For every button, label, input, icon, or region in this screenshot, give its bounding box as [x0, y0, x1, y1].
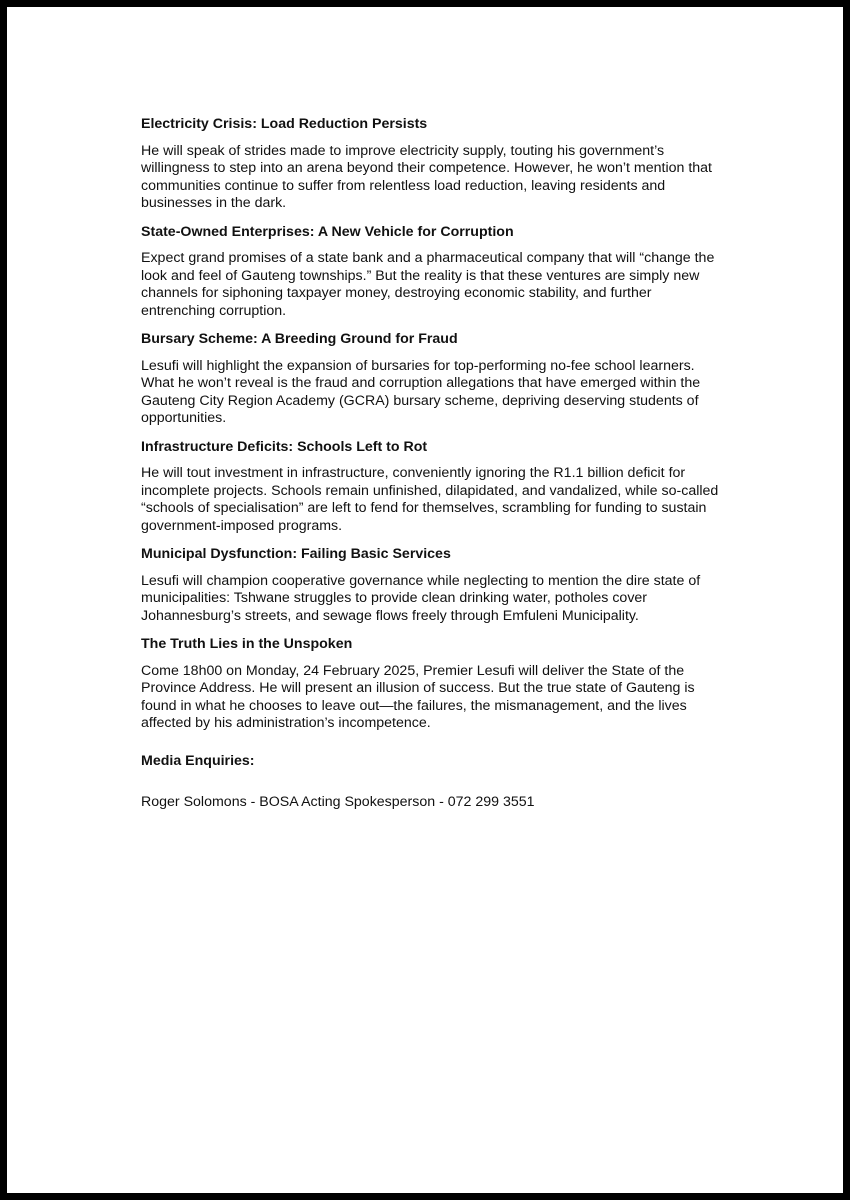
section-municipal	[141, 546, 721, 625]
spokesperson-contact: Roger Solomons - BOSA Acting Spokesperson - 072 299 3551	[141, 794, 535, 810]
media-contact	[141, 753, 721, 812]
section-heading: State-Owned Enterprises: A New Vehicle for Corruption	[141, 223, 514, 240]
section-state-owned-enterprises	[141, 224, 721, 321]
section-heading: Infrastructure Deficits: Schools Left to Rot	[141, 438, 428, 455]
section-bursary-scheme	[141, 331, 721, 428]
section-body: He will tout investment in infrastructure, conveniently ignoring the R1.1 billion deficit for incomplete projects. Schools remain unfinished, dilapidated, and vandalized, while so-called “schools of specialisation” are left to fend for themselves, scrambling for funding to sustain government-imposed programs.	[141, 465, 719, 534]
section-body: Come 18h00 on Monday, 24 February 2025, Premier Lesufi will deliver the State of the Province Address. He will present an illusion of success. But the true state of Gauteng is found in what he chooses to leave out—the failures, the mismanagement, and the lives affected by his administration’s incompetence.	[141, 662, 695, 731]
section-heading: Electricity Crisis: Load Reduction Persists	[141, 116, 428, 132]
section-heading: Municipal Dysfunction: Failing Basic Services	[141, 546, 451, 562]
section-body: Lesufi will champion cooperative governance while neglecting to mention the dire state of municipalities: Tshwane struggles to provide clean drinking water, potholes cover Johannesburg’s streets, and sewage flows freely through Emfuleni Municipality.	[141, 572, 701, 624]
section-heading: The Truth Lies in the Unspoken	[141, 636, 353, 652]
document-content	[141, 116, 721, 812]
section-body: Expect grand promises of a state bank and a pharmaceutical company that will “change the look and feel of Gauteng townships.” But the reality is that these ventures are simply new channels for siphoning taxpayer money, destroying economic stability, and further entrenching corruption.	[141, 250, 715, 319]
section-truth-unspoken	[141, 636, 721, 733]
document-page	[7, 7, 843, 1193]
section-body: He will speak of strides made to improve electricity supply, touting his government’s willingness to step into an arena beyond their competence. However, he won’t mention that communities continue to suffer from relentless load reduction, leaving residents and businesses in the dark.	[141, 142, 712, 211]
section-electricity	[141, 116, 721, 213]
section-infrastructure	[141, 439, 721, 536]
section-body: Lesufi will highlight the expansion of bursaries for top-performing no-fee school learners. What he won’t reveal is the fraud and corruption allegations that have emerged within the Gauteng City Region Academy (GCRA) bursary scheme, depriving deserving students of opportunities.	[141, 357, 701, 426]
section-heading: Bursary Scheme: A Breeding Ground for Fraud	[141, 331, 458, 347]
media-enquiries-heading: Media Enquiries:	[141, 752, 255, 769]
